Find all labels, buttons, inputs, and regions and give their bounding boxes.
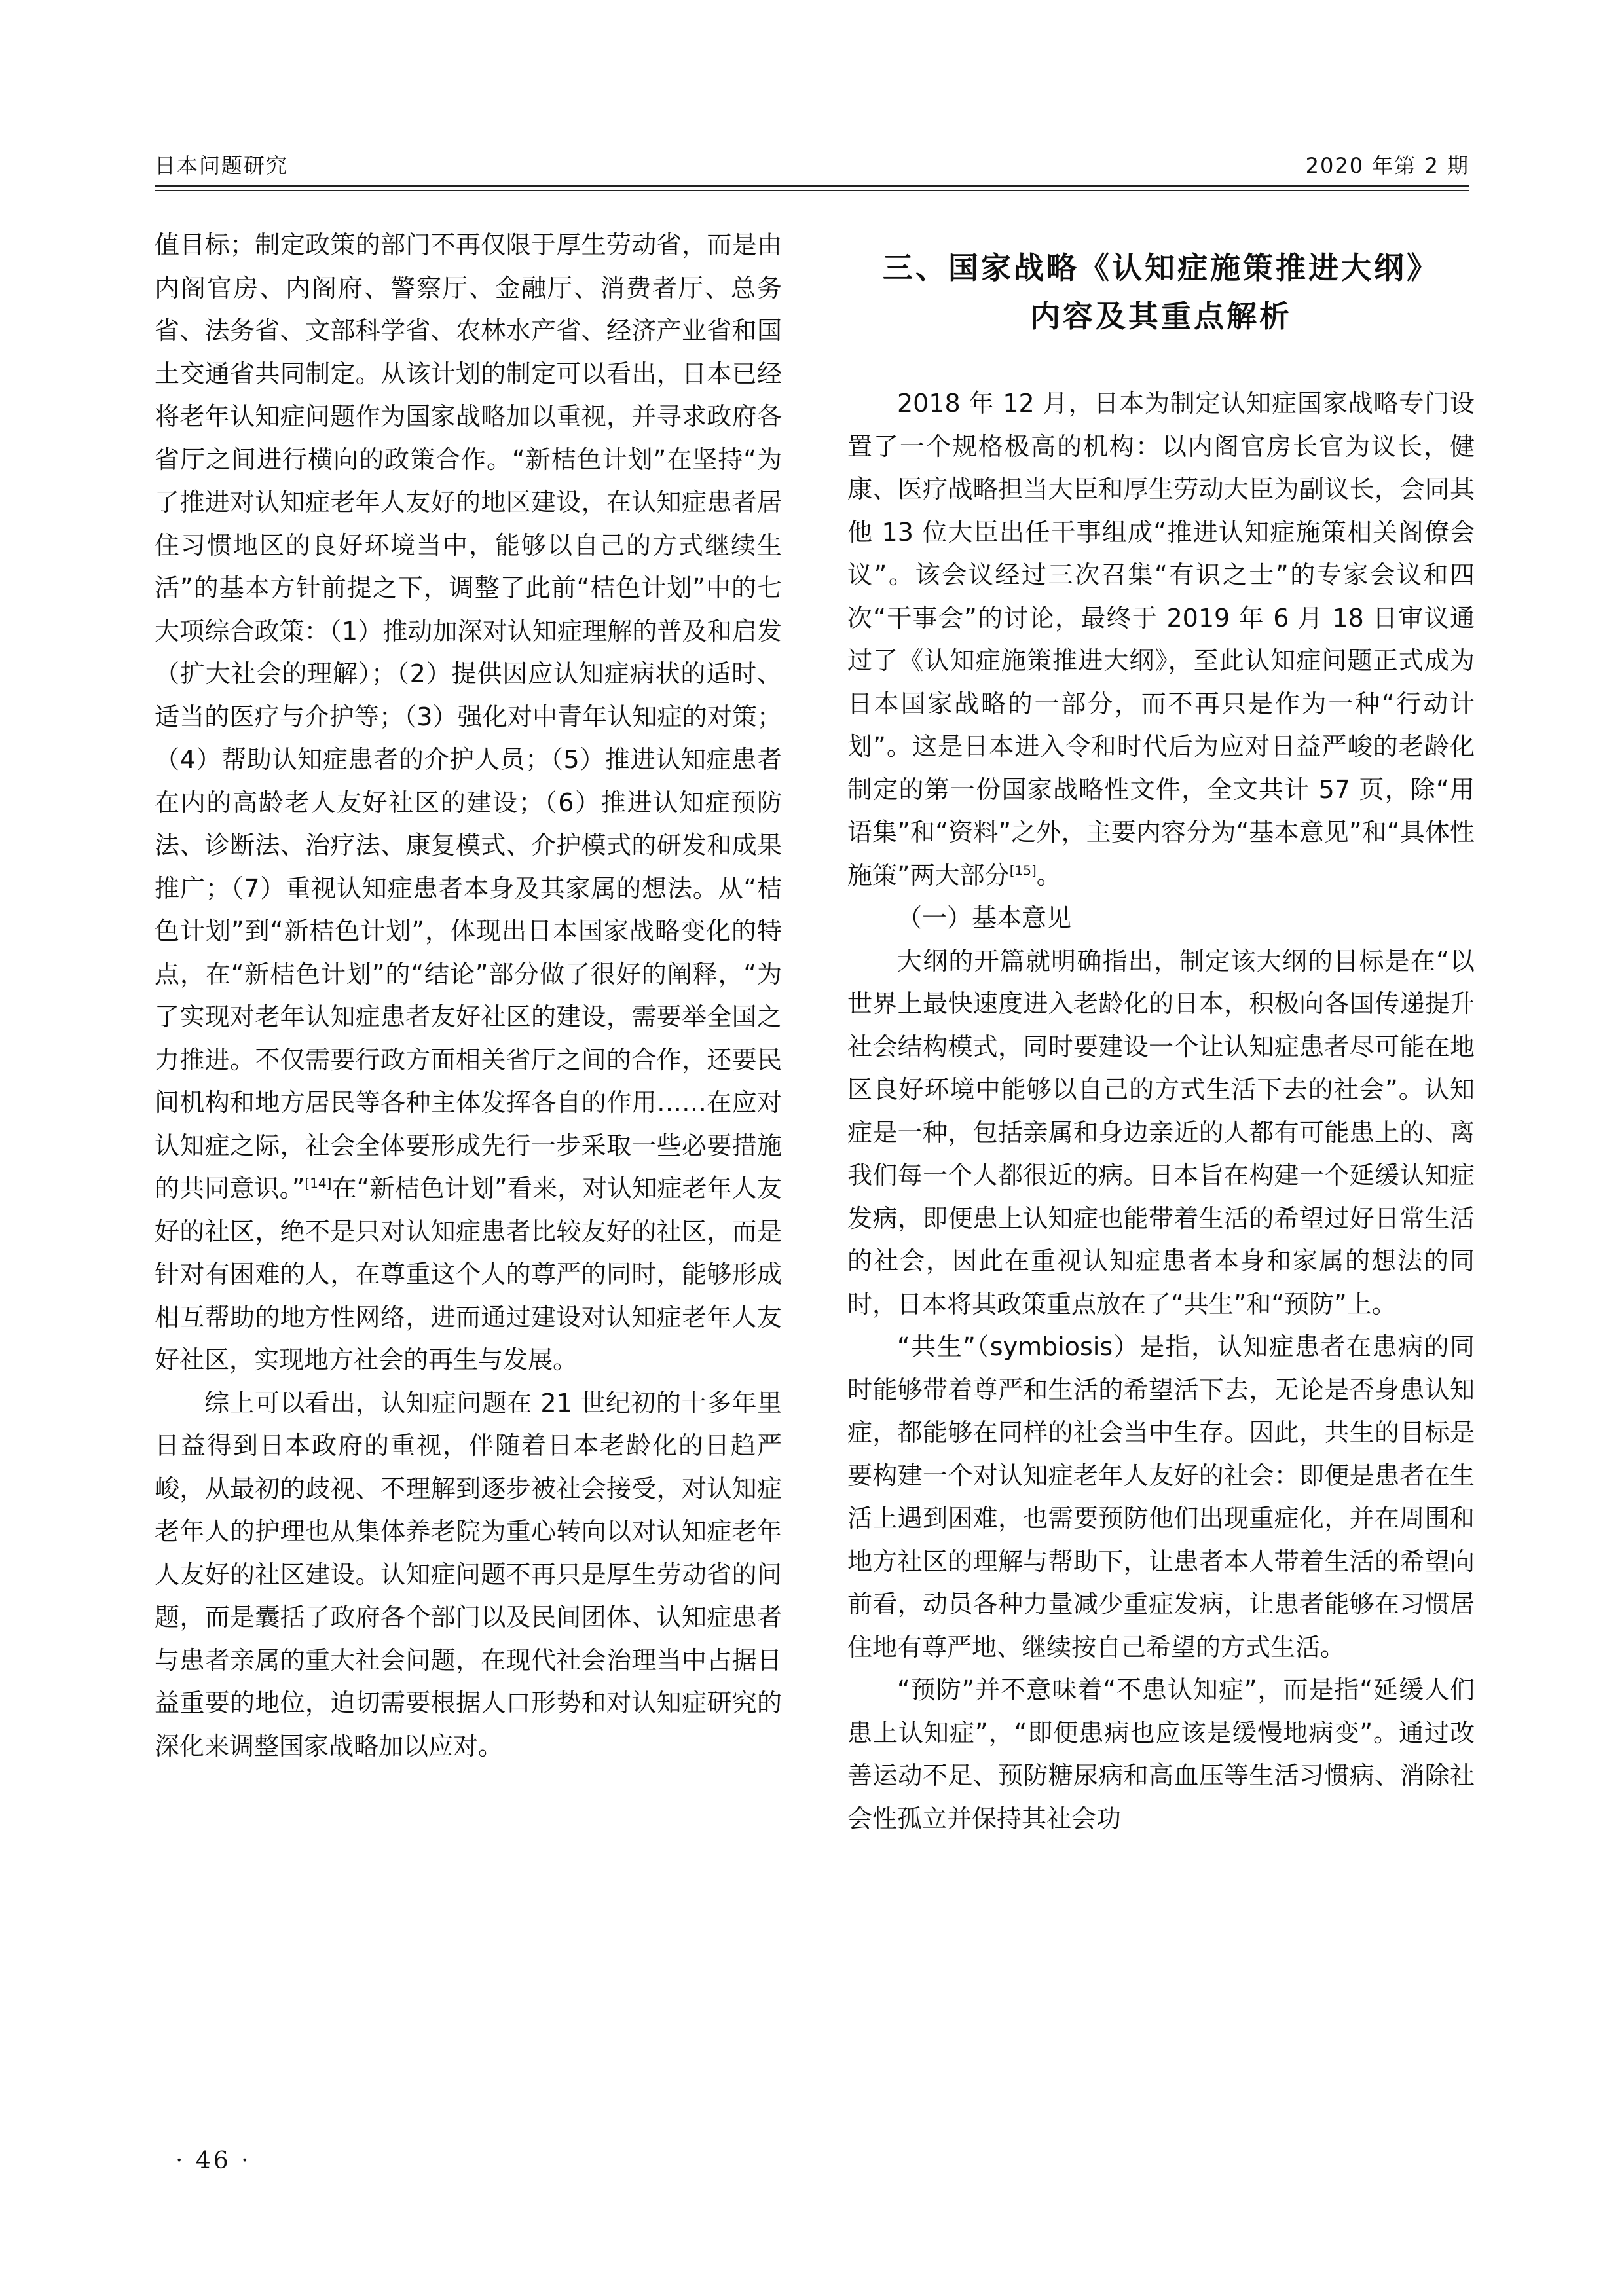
paragraph: 大纲的开篇就明确指出，制定该大纲的目标是在“以世界上最快速度进入老龄化的日本，积极向各国传递提升社会结构模式，同时要建设一个让认知症患者尽可能在地区良好环境中能够以自己的方式生活下去的社会”。认知症是一种，包括亲属和身边亲近的人都有可能患上的、离我们每一个人都很近的病。日本旨在构建一个延缓认知症发病，即便患上认知症也能带着生活的希望过好日常生活的社会，因此在重视认知症患者本身和家属的想法的同时，日本将其政策重点放在了“共生”和“预防”上。: [847, 946, 1475, 1319]
running-header-journal: 日本问题研究: [155, 153, 289, 178]
paragraph-text: 2018 年 12 月，日本为制定认知症国家战略专门设置了一个规格极高的机构：以内阁官房长官为议长，健康、医疗战略担当大臣和厚生劳动大臣为副议长，会同其他 13 位大臣出任干事组成“推进认知症施策相关阁僚会议”。该会议经过三次召集“有识之士”的专家会议和四次“干事会”的讨论，最终于 2019 年 6 月 18 日审议通过了《认知症施策推进大纲》，至此认知症问题正式成为日本国家战略的一部分，而不再只是作为一种“行动计划”。这是日本进入令和时代后为应对日益严峻的老龄化制定的第一份国家战略性文件，全文共计 57 页，除“用语集”和“资料”之外，主要内容分为“基本意见”和“具体性施策”两大部分: [847, 389, 1475, 890]
running-header-issue: 2020 年第 2 期: [1305, 153, 1469, 178]
paragraph-text: 值目标；制定政策的部门不再仅限于厚生劳动省，而是由内阁官房、内阁府、警察厅、金融厅、消费者厅、总务省、法务省、文部科学省、农林水产省、经济产业省和国土交通省共同制定。从该计划的制定可以看出，日本已经将老年认知症问题作为国家战略加以重视，并寻求政府各省厅之间进行横向的政策合作。“新桔色计划”在坚持“为了推进对认知症老年人友好的地区建设，在认知症患者居住习惯地区的良好环境当中，能够以自己的方式继续生活”的基本方针前提之下，调整了此前“桔色计划”中的七大项综合政策：（1）推动加深对认知症理解的普及和启发（扩大社会的理解）；（2）提供因应认知症病状的适时、适当的医疗与介护等；（3）强化对中青年认知症的对策；（4）帮助认知症患者的介护人员；（5）推进认知症患者在内的高龄老人友好社区的建设；（6）推进认知症预防法、诊断法、治疗法、康复模式、介护模式的研发和成果推广；（7）重视认知症患者本身及其家属的想法。从“桔色计划”到“新桔色计划”，体现出日本国家战略变化的特点，在“新桔色计划”的“结论”部分做了很好的阐释，“为了实现对老年认知症患者友好社区的建设，需要举全国之力推进。不仅需要行政方面相关省厅之间的合作，还要民间机构和地方居民等各种主体发挥各自的作用……在应对认知症之际，社会全体要形成先行一步采取一些必要措施的共同意识。”: [155, 230, 782, 1203]
section-title-line: 三、国家战略《认知症施策推进大纲》: [883, 250, 1439, 285]
subsection-heading: （一）基本意见: [897, 903, 1072, 932]
citation-ref: [14]: [304, 1175, 332, 1192]
citation-ref: [15]: [1009, 862, 1037, 878]
paragraph: “预防”并不意味着“不患认知症”，而是指“延缓人们患上认知症”，“即便患病也应该是缓慢地病变”。通过改善运动不足、预防糖尿病和高血压等生活习惯病、消除社会性孤立并保持其社会功: [847, 1675, 1475, 1833]
paragraph-text: 。: [1036, 860, 1061, 890]
paragraph: [155, 224, 782, 1382]
left-column: [155, 224, 782, 1768]
paragraph: “共生”（symbiosis）是指，认知症患者在患病的同时能够带着尊严和生活的希望活下去，无论是否身患认知症，都能够在同样的社会当中生存。因此，共生的目标是要构建一个对认知症老年人友好的社会：即便是患者在生活上遇到困难，也需要预防他们出现重症化，并在周围和地方社区的理解与帮助下，让患者本人带着生活的希望向前看，动员各种力量减少重症发病，让患者能够在习惯居住地有尊严地、继续按自己希望的方式生活。: [847, 1332, 1475, 1662]
paragraph: 综上可以看出，认知症问题在 21 世纪初的十多年里日益得到日本政府的重视，伴随着日本老龄化的日趋严峻，从最初的歧视、不理解到逐步被社会接受，对认知症老年人的护理也从集体养老院为重心转向以对认知症老年人友好的社区建设。认知症问题不再只是厚生劳动省的问题，而是囊括了政府各个部门以及民间团体、认知症患者与患者亲属的重大社会问题，在现代社会治理当中占据日益重要的地位，迫切需要根据人口形势和对认知症研究的深化来调整国家战略加以应对。: [155, 1388, 782, 1760]
paragraph: [847, 382, 1475, 897]
page-number: · 46 ·: [175, 2147, 251, 2174]
section-title: [847, 244, 1475, 340]
header-rule-thin: [155, 190, 1469, 191]
paragraph-text: 在“新桔色计划”看来，对认知症老年人友好的社区，绝不是只对认知症患者比较友好的社区，而是针对有困难的人，在尊重这个人的尊严的同时，能够形成相互帮助的地方性网络，进而通过建设对认知症老年人友好社区，实现地方社会的再生与发展。: [155, 1174, 783, 1374]
right-column: [847, 244, 1475, 1840]
section-title-line: 内容及其重点解析: [1030, 299, 1292, 334]
header-rule-thick: [155, 185, 1469, 187]
